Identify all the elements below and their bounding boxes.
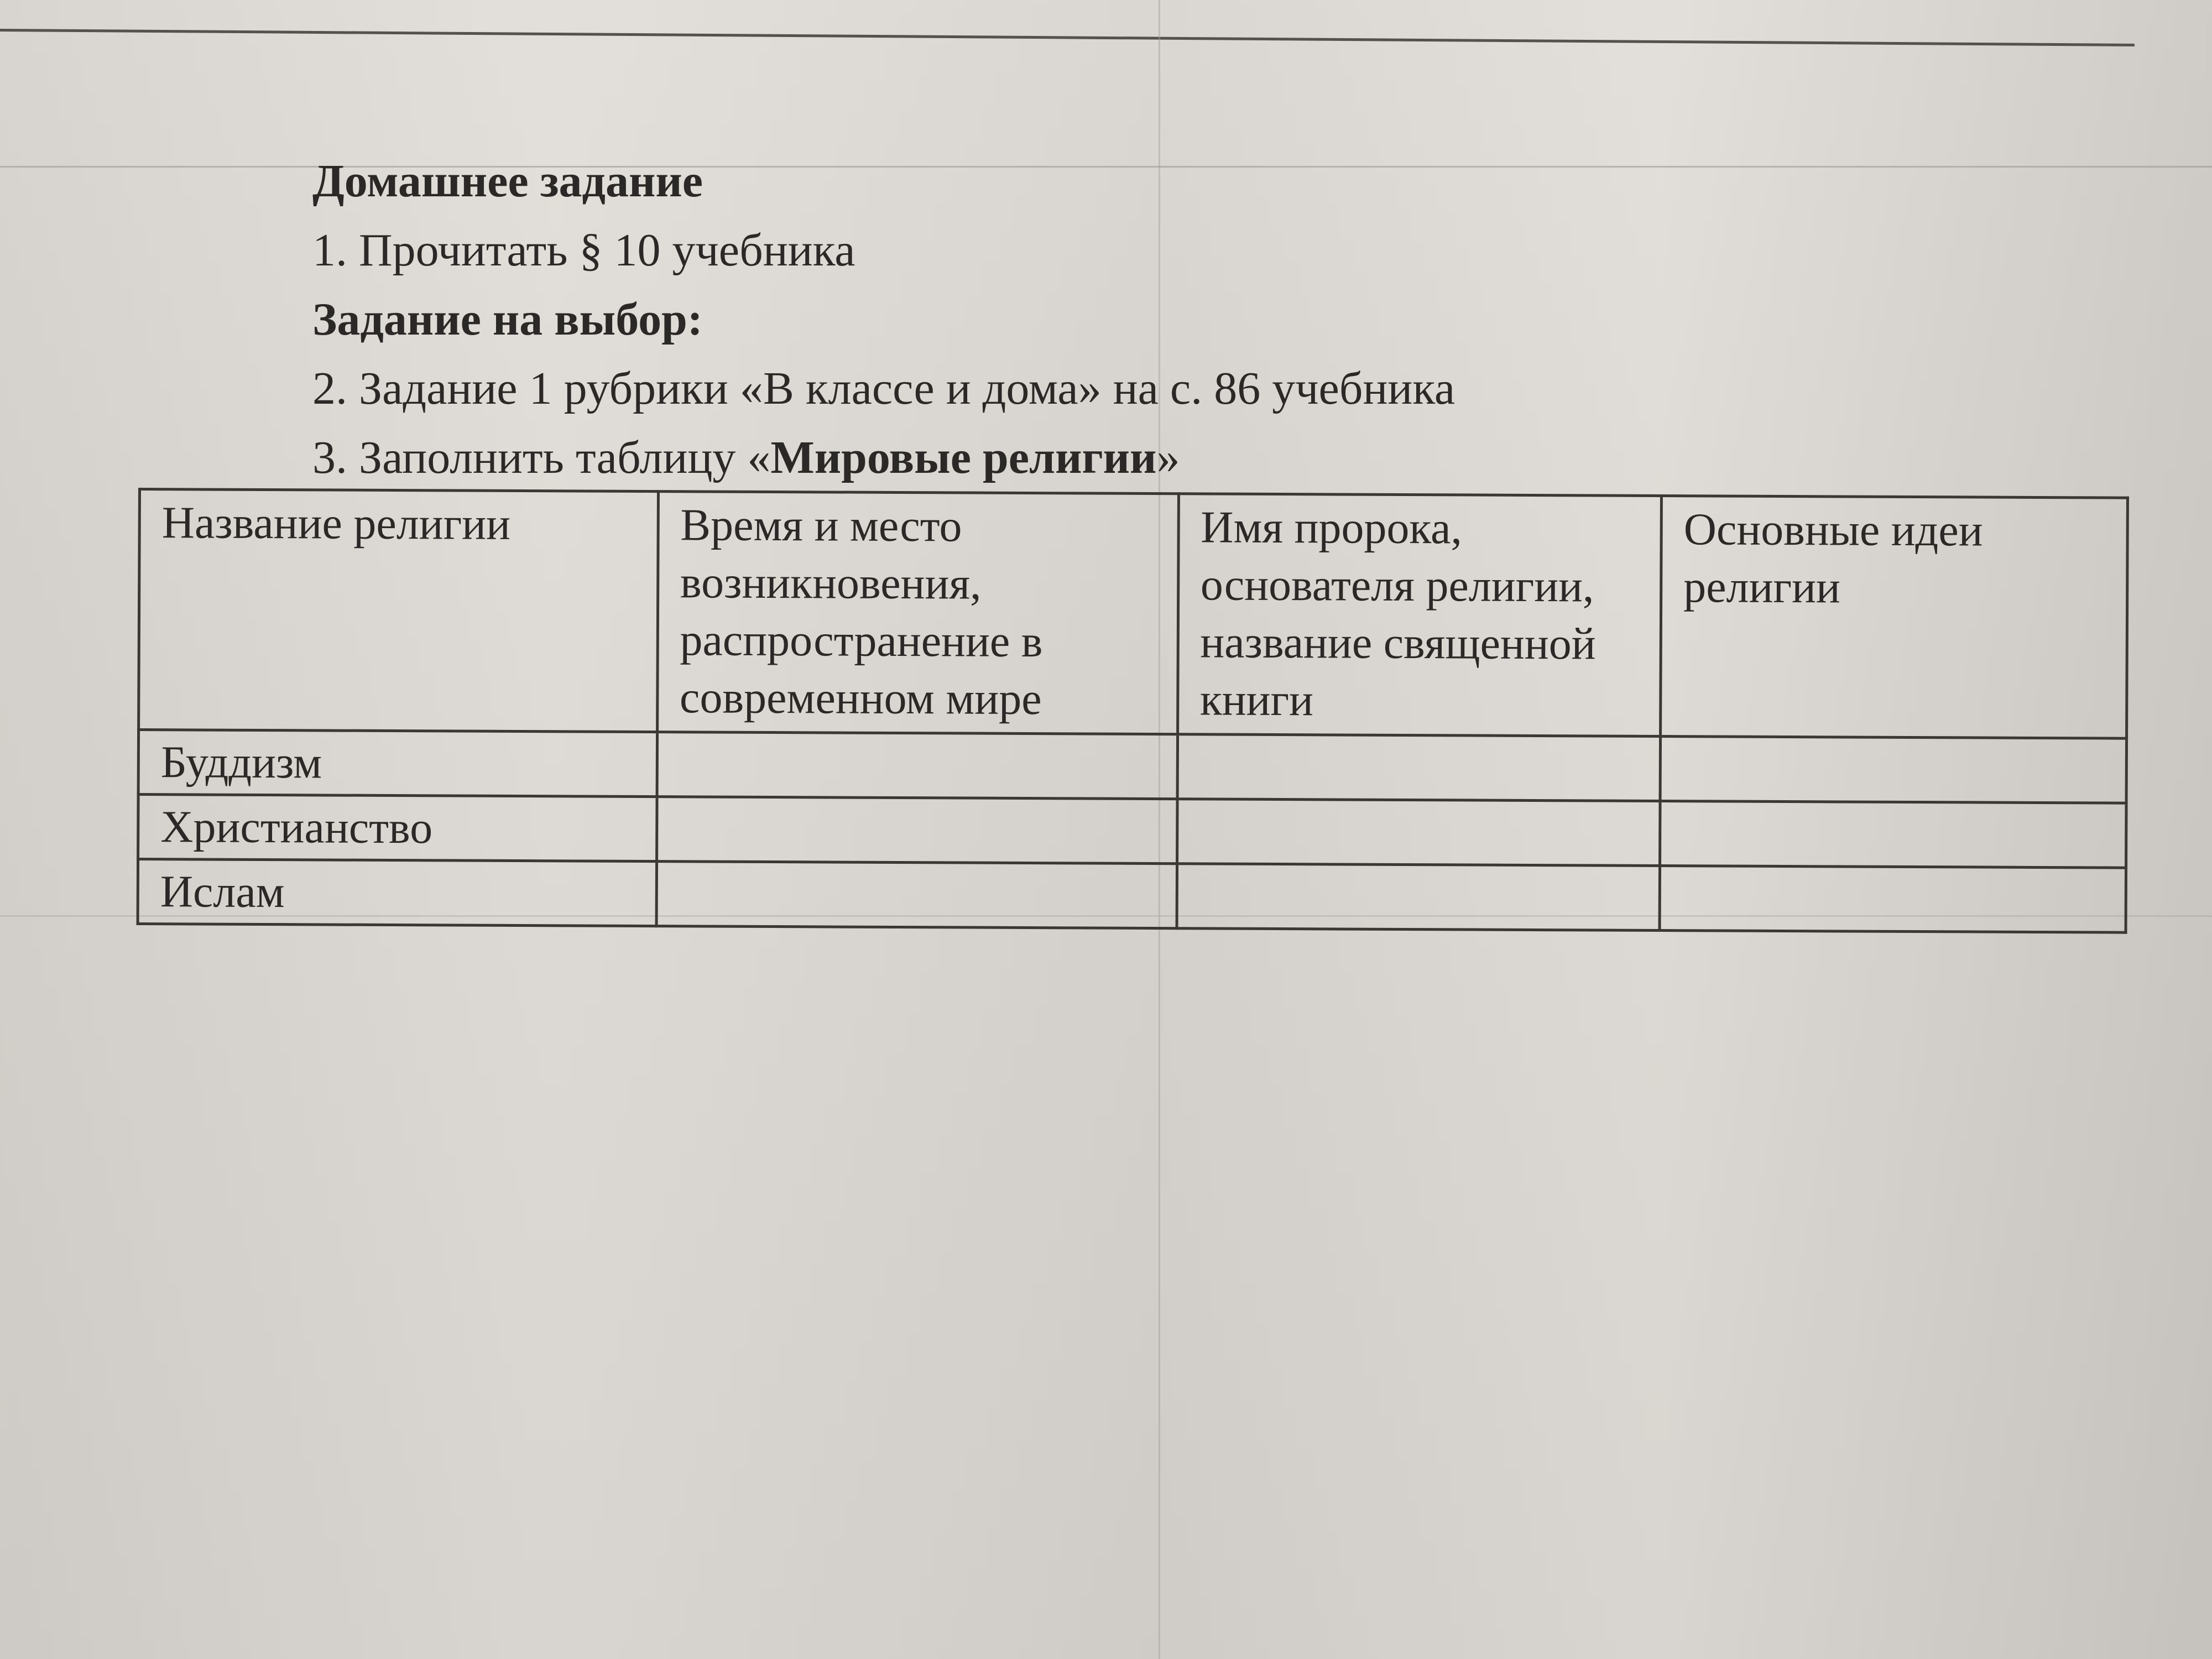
task-item-3-prefix: 3. Заполнить таблицу «: [312, 432, 771, 483]
religion-name-cell: Христианство: [138, 795, 657, 862]
table-row: [138, 730, 2126, 804]
table-row: [138, 859, 2126, 933]
table-header-row: [139, 489, 2128, 739]
task-item-1: 1. Прочитать § 10 учебника: [312, 225, 855, 276]
task-item-3: [312, 423, 2082, 492]
task-item-3-suffix: »: [1156, 432, 1180, 483]
choice-heading: Задание на выбор:: [312, 294, 703, 345]
religion-name-cell: Ислам: [138, 859, 656, 926]
header-prophet-book: Имя пророка, основателя религии, название священной книги: [1177, 494, 1661, 737]
prophet-book-cell: [1177, 799, 1660, 866]
top-divider-line: [0, 0, 2135, 46]
homework-heading: Домашнее задание: [312, 155, 703, 207]
header-time-place: Время и место возникновения, распространение в современном мире: [657, 492, 1178, 734]
world-religions-table: [137, 488, 2129, 934]
header-religion-name: Название религии: [139, 489, 659, 732]
table-row: [138, 795, 2126, 868]
main-ideas-cell: [1660, 801, 2126, 868]
task-item-2: 2. Задание 1 рубрики «В классе и дома» на с. 86 учебника: [312, 363, 1455, 414]
religion-name-cell: Буддизм: [138, 730, 657, 797]
time-place-cell: [656, 862, 1177, 928]
prophet-book-cell: [1177, 864, 1660, 931]
header-main-ideas: Основные идеи религии: [1661, 496, 2128, 739]
main-ideas-cell: [1660, 737, 2126, 804]
prophet-book-cell: [1177, 734, 1661, 801]
main-ideas-cell: [1660, 866, 2126, 933]
homework-text: [312, 147, 2082, 492]
time-place-cell: [656, 797, 1177, 864]
table-title: Мировые религии: [770, 432, 1157, 483]
time-place-cell: [657, 732, 1177, 799]
